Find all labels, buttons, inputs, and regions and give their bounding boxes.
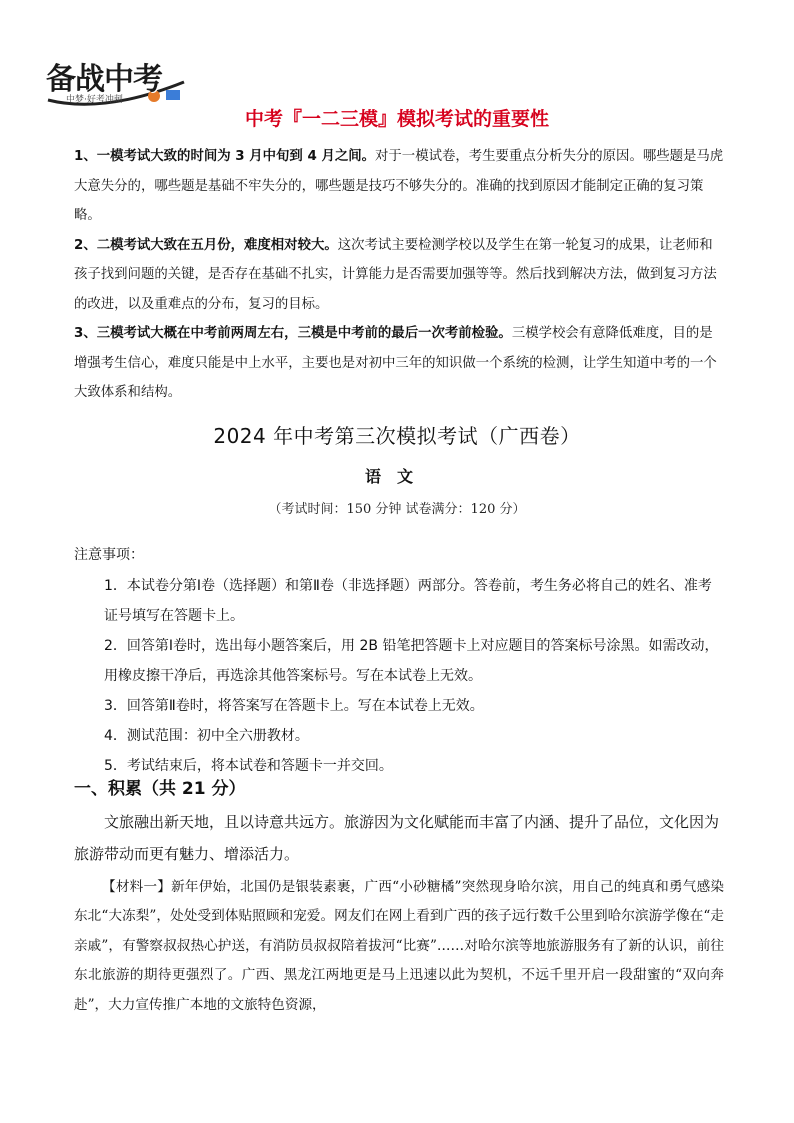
exam-title: 2024 年中考第三次模拟考试（广西卷） [213, 424, 581, 448]
intro-section [74, 142, 724, 408]
subject-title: 语文 [364, 467, 429, 486]
material-label: 【材料一】 [102, 879, 172, 895]
exam-info: （考试时间：150 分钟 试卷满分：120 分） [268, 502, 526, 517]
intro-paragraph-1-lead: 1、一模考试大致的时间为 3 月中旬到 4 月之间。 [74, 149, 376, 164]
section-intro-text: 文旅融出新天地，且以诗意共远方。旅游因为文化赋能而丰富了内涵、提升了品位，文化因为旅游带动而更有魅力、增添活力。 [74, 813, 720, 863]
banner-title: 中考『一二三模』模拟考试的重要性 [244, 108, 549, 130]
note-item: 3．回答第Ⅱ卷时，将答案写在答题卡上。写在本试卷上无效。 [104, 698, 484, 714]
intro-paragraph-3 [74, 319, 724, 408]
note-item: 4．测试范围：初中全六册教材。 [104, 728, 309, 744]
material-text: 新年伊始，北国仍是银装素裹，广西“小砂糖橘”突然现身哈尔滨，用自己的纯真和勇气感染东北“大冻梨”，处处受到体贴照顾和宠爱。网友们在网上看到广西的孩子远行数千公里到哈尔滨游学像在“走亲戚”，有警察叔叔热心护送，有消防员叔叔陪着拔河“比赛”……对哈尔滨等地旅游服务有了新的认识，前往东北旅游的期待更强烈了。广西、黑龙江两地更是马上迅速以此为契机，不远千里开启一段甜蜜的“双向奔赴”，大力宣传推广本地的文旅特色资源， [74, 879, 724, 1013]
note-item: 1．本试卷分第Ⅰ卷（选择题）和第Ⅱ卷（非选择题）两部分。答卷前，考生务必将自己的姓名、准考证号填写在答题卡上。 [104, 578, 712, 624]
intro-paragraph-1-body: 对于一模试卷，考生要重点分析失分的原因。哪些题是马虎大意失分的，哪些题是基础不牢失分的，哪些题是技巧不够失分的。准确的找到原因才能制定正确的复习策略。 [74, 149, 724, 223]
notes-title: 注意事项： [74, 547, 144, 563]
intro-paragraph-1 [74, 142, 724, 231]
intro-paragraph-3-lead: 3、三模考试大概在中考前两周左右，三模是中考前的最后一次考前检验。 [74, 326, 512, 341]
intro-paragraph-2-lead: 2、二模考试大致在五月份，难度相对较大。 [74, 237, 338, 253]
logo-brand-text: 备战中考 [46, 62, 162, 97]
logo-tagline: 中梦·好考冲刺 [66, 95, 123, 105]
intro-paragraph-2-body: 这次考试主要检测学校以及学生在第一轮复习的成果，让老师和孩子找到问题的关键，是否存在基础不扎实，计算能力是否需要加强等等。然后找到解决方法，做到复习方法的改进，以及重难点的分布，复习的目标。 [74, 237, 717, 312]
notes-list [104, 571, 724, 781]
note-item: 2．回答第Ⅰ卷时，选出每小题答案后，用 2B 铅笔把答题卡上对应题目的答案标号涂黑。如需改动，用橡皮擦干净后，再选涂其他答案标号。写在本试卷上无效。 [104, 638, 719, 684]
intro-paragraph-2 [74, 231, 724, 320]
material-one-paragraph [74, 873, 724, 1020]
intro-paragraph-3-body: 三模学校会有意降低难度，目的是增强考生信心，难度只能是中上水平，主要也是对初中三年的知识做一个系统的检测，让学生知道中考的一个大致体系和结构。 [74, 326, 717, 400]
note-item: 5．考试结束后，将本试卷和答题卡一并交回。 [104, 758, 393, 774]
section-title: 一、积累（共 21 分） [74, 779, 246, 799]
